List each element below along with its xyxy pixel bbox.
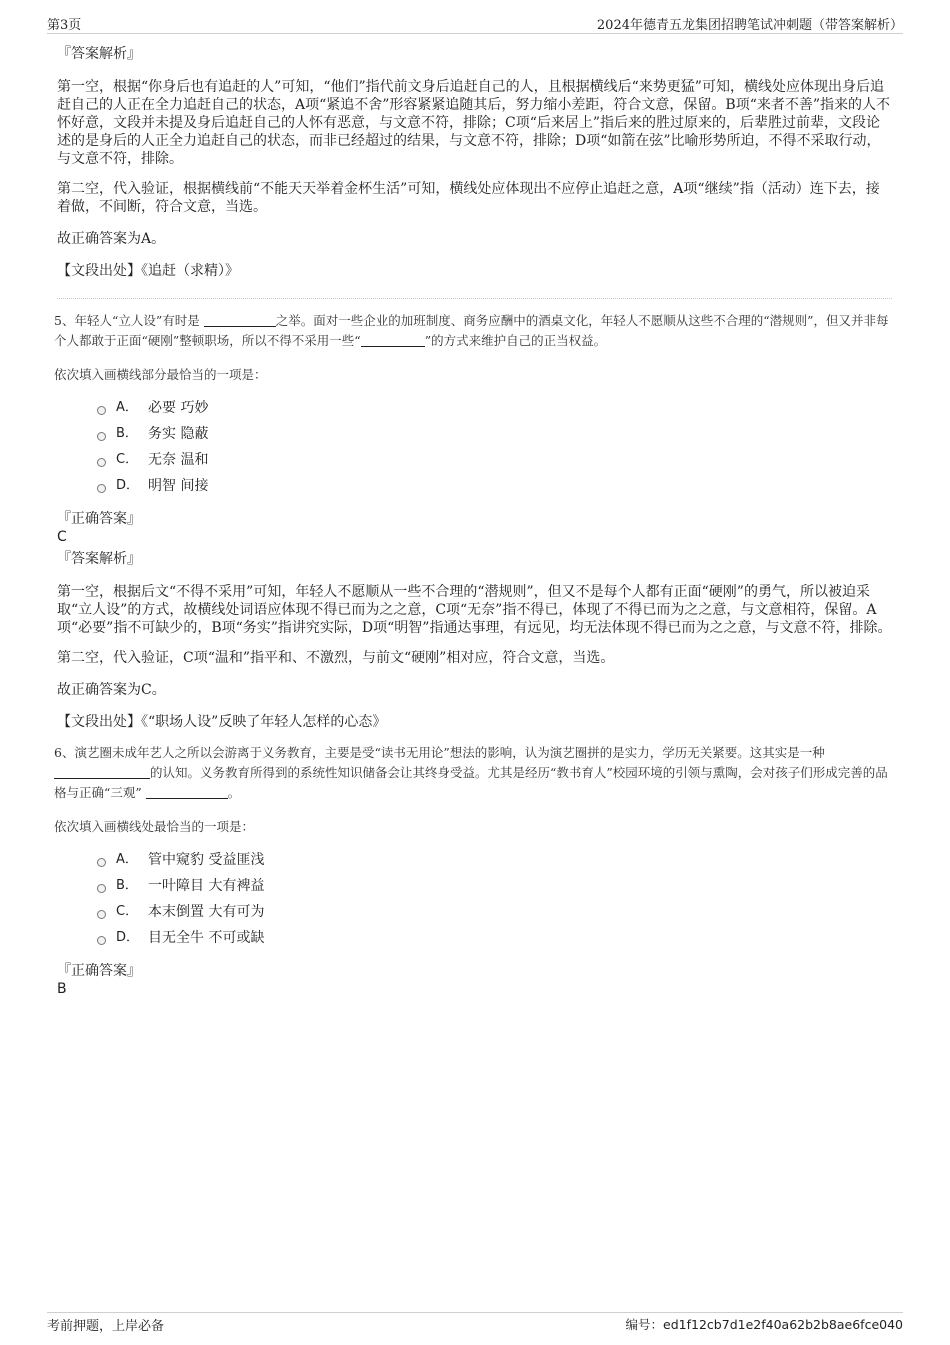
answer-conclusion: 故正确答案为C。 bbox=[57, 682, 166, 698]
radio-icon[interactable] bbox=[97, 406, 106, 415]
option-a[interactable]: A． 管中窥豹 受益匪浅 bbox=[97, 847, 892, 873]
analysis-paragraph: 第一空，根据“你身后也有追赶的人”可知，“他们”指代前文身后追赶自己的人，且根据横线后“来势更猛”可知，横线处应体现出身后追赶自己的人正在全力追赶自己的状态，A项“紧追不舍”形容紧紧追随其后，努力缩小差距，符合文意，保留。B项“来者不善”指来的人不怀好意，文段并未提及身后追赶自己的人怀有恶意，与文意不符，排除；C项“后来居上”指后来的胜过原来的，后辈胜过前辈，文段论述的是身后的人正全力追赶自己的状态，而非已经超过的结果，与文意不符，排除；D项“如箭在弦”比喻形势所迫，不得不采取行动，与文意不符，排除。 bbox=[57, 79, 891, 167]
option-d[interactable]: D． 目无全牛 不可或缺 bbox=[97, 925, 892, 951]
page-number: 第3页 bbox=[47, 18, 82, 33]
analysis-paragraph: 第二空，代入验证，C项“温和”指平和、不激烈，与前文“硬刚”相对应，符合文意，当选。 bbox=[57, 650, 615, 666]
answer-conclusion: 故正确答案为A。 bbox=[57, 231, 166, 247]
analysis-paragraph: 第一空，根据后文“不得不采用”可知，年轻人不愿顺从一些不合理的“潜规则”，但又不是每个人都有正面“硬刚”的勇气，所以被迫采取“立人设”的方式，故横线处词语应体现不得已而为之之意，C项“无奈”指不得已，体现了不得已而为之之意，与文意相符，保留。A项“必要”指不可缺少的，B项“务实”指讲究实际，D项“明智”指通达事理，有远见，均无法体现不得已而为之之意，与文意不符，排除。 bbox=[57, 584, 892, 636]
correct-answer: C bbox=[57, 529, 67, 545]
radio-icon[interactable] bbox=[97, 884, 106, 893]
footer-slogan: 考前押题，上岸必备 bbox=[47, 1319, 165, 1334]
option-d[interactable]: D． 明智 间接 bbox=[97, 473, 892, 499]
page-content bbox=[54, 44, 892, 997]
analysis-label: 『答案解析』 bbox=[57, 551, 141, 567]
fill-blank bbox=[361, 333, 425, 347]
radio-icon[interactable] bbox=[97, 936, 106, 945]
fill-blank bbox=[146, 785, 228, 799]
question-6 bbox=[54, 743, 892, 997]
radio-icon[interactable] bbox=[97, 910, 106, 919]
question-prompt: 依次填入画横线部分最恰当的一项是： bbox=[54, 367, 267, 382]
question-stem: 6、演艺圈未成年艺人之所以会游离于义务教育，主要是受“读书无用论”想法的影响，认为演艺圈拼的是实力，学历无关紧要。这其实是一种的认知。义务教育所得到的系统性知识储备会让其终身受益。尤其是经历“教书育人”校园环境的引领与熏陶，会对孩子们形成完善的品格与正确“三观” 。 bbox=[54, 745, 888, 800]
option-a[interactable]: A． 必要 巧妙 bbox=[97, 395, 892, 421]
radio-icon[interactable] bbox=[97, 432, 106, 441]
source-citation: 【文段出处】《追赶（求精）》 bbox=[57, 263, 239, 279]
section-divider bbox=[57, 298, 892, 299]
radio-icon[interactable] bbox=[97, 484, 106, 493]
question-5 bbox=[54, 311, 892, 731]
radio-icon[interactable] bbox=[97, 858, 106, 867]
q4-analysis bbox=[57, 44, 892, 280]
option-c[interactable]: C． 无奈 温和 bbox=[97, 447, 892, 473]
radio-icon[interactable] bbox=[97, 458, 106, 467]
question-prompt: 依次填入画横线处最恰当的一项是： bbox=[54, 819, 255, 834]
option-b[interactable]: B． 务实 隐蔽 bbox=[97, 421, 892, 447]
correct-answer-label: 『正确答案』 bbox=[57, 511, 141, 527]
page-header bbox=[47, 14, 903, 34]
correct-answer-label: 『正确答案』 bbox=[57, 963, 141, 979]
correct-answer: B bbox=[57, 981, 67, 997]
option-list bbox=[97, 395, 892, 499]
source-citation: 【文段出处】《“职场人设”反映了年轻人怎样的心态》 bbox=[57, 714, 387, 730]
option-list bbox=[97, 847, 892, 951]
document-title: 2024年德青五龙集团招聘笔试冲刺题（带答案解析） bbox=[596, 18, 903, 33]
fill-blank bbox=[204, 313, 276, 327]
fill-blank bbox=[54, 765, 150, 779]
question-stem: 5、年轻人“立人设”有时是 之举。面对一些企业的加班制度、商务应酬中的酒桌文化，年轻人不愿顺从这些不合理的“潜规则”，但又并非每个人都敢于正面“硬刚”整顿职场，所以不得不采用一些“ ”的方式来维护自己的正当权益。 bbox=[54, 313, 889, 348]
document-code: 编号：ed1f12cb7d1e2f40a62b2b8ae6fce040 bbox=[625, 1317, 903, 1332]
option-c[interactable]: C． 本末倒置 大有可为 bbox=[97, 899, 892, 925]
page-footer bbox=[47, 1312, 903, 1334]
option-b[interactable]: B． 一叶障目 大有裨益 bbox=[97, 873, 892, 899]
analysis-paragraph: 第二空，代入验证，根据横线前“不能天天举着金杯生活”可知，横线处应体现出不应停止追赶之意，A项“继续”指（活动）连下去，接着做，不间断，符合文意，当选。 bbox=[57, 181, 880, 215]
analysis-label: 『答案解析』 bbox=[57, 46, 141, 62]
